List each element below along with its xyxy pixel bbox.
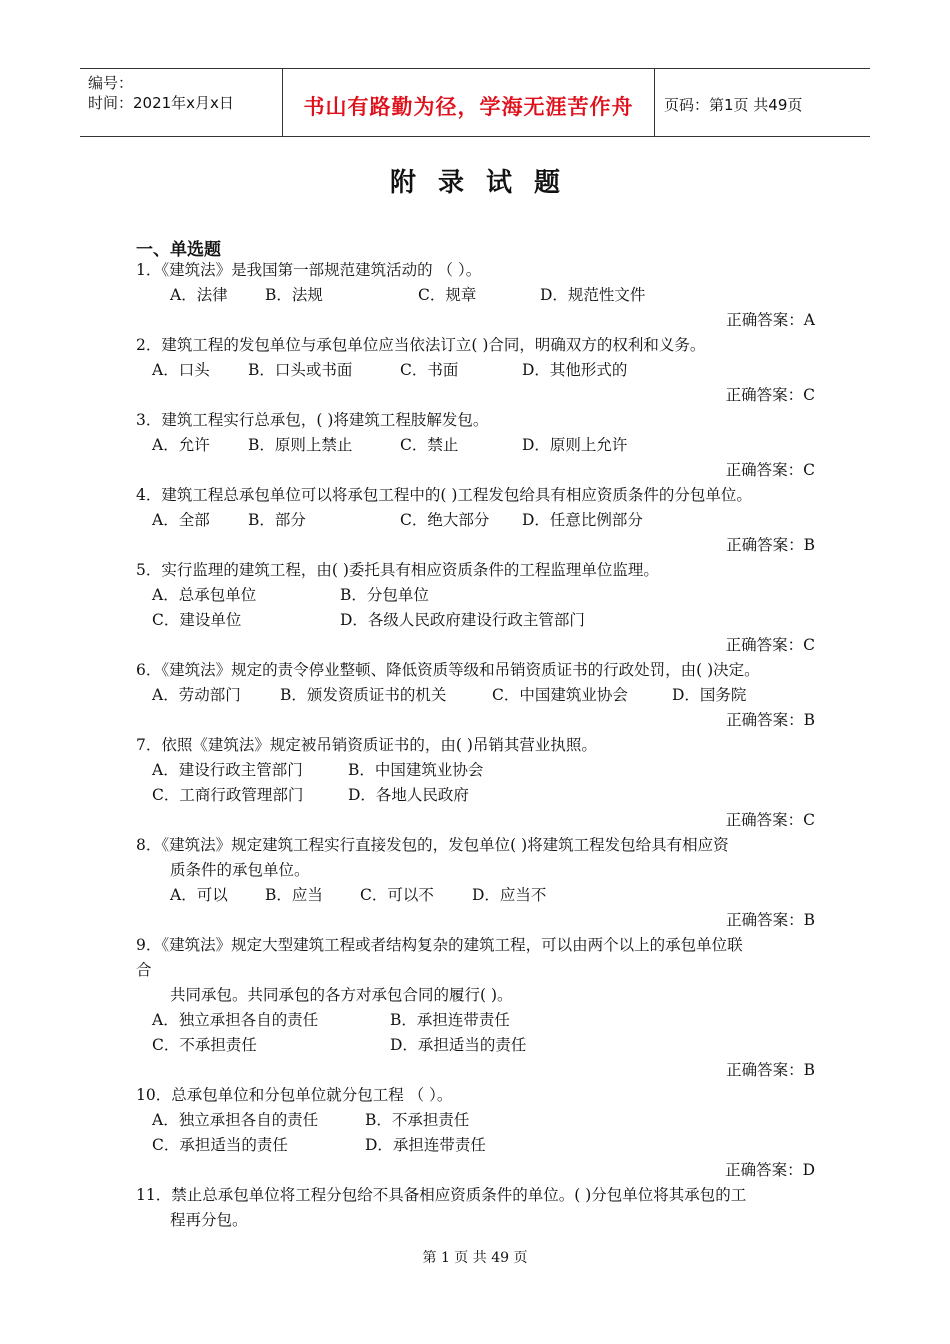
question-stem: 合 — [136, 961, 152, 979]
question-stem: 共同承包。共同承包的各方对承包合同的履行( )。 — [170, 986, 513, 1004]
answer-option: A．允许 — [152, 436, 210, 454]
question-stem: 9．《建筑法》规定大型建筑工程或者结构复杂的建筑工程，可以由两个以上的承包单位联 — [136, 936, 743, 954]
correct-answer: 正确答案：B — [726, 1061, 815, 1079]
header-divider — [654, 69, 655, 136]
answer-option: D．应当不 — [472, 886, 547, 904]
question-item — [0, 408, 950, 483]
answer-option: D．规范性文件 — [540, 286, 646, 304]
answer-option: C．可以不 — [360, 886, 434, 904]
answer-option: D．各级人民政府建设行政主管部门 — [340, 611, 585, 629]
answer-option: A．劳动部门 — [152, 686, 241, 704]
answer-option: A．建设行政主管部门 — [152, 761, 303, 779]
answer-option: A．法律 — [170, 286, 228, 304]
answer-option: C．中国建筑业协会 — [492, 686, 628, 704]
question-item — [0, 933, 950, 1083]
question-stem: 2．建筑工程的发包单位与承包单位应当依法订立( )合同，明确双方的权利和义务。 — [136, 336, 706, 354]
answer-option: C．建设单位 — [152, 611, 242, 629]
answer-option: D．国务院 — [672, 686, 747, 704]
question-item — [0, 333, 950, 408]
answer-option: C．书面 — [400, 361, 459, 379]
answer-option: D．各地人民政府 — [348, 786, 469, 804]
question-item — [0, 483, 950, 558]
question-item — [0, 658, 950, 733]
question-stem: 3．建筑工程实行总承包，( )将建筑工程肢解发包。 — [136, 411, 489, 429]
question-item — [0, 833, 950, 933]
question-item — [0, 1083, 950, 1183]
correct-answer: 正确答案：C — [725, 386, 815, 404]
question-stem: 4．建筑工程总承包单位可以将承包工程中的( )工程发包给具有相应资质条件的分包单位。 — [136, 486, 752, 504]
answer-option: A．全部 — [152, 511, 210, 529]
correct-answer: 正确答案：D — [725, 1161, 815, 1179]
correct-answer: 正确答案：A — [726, 311, 815, 329]
question-stem: 1．《建筑法》是我国第一部规范建筑活动的 （ ）。 — [136, 261, 482, 279]
answer-option: D．承担适当的责任 — [390, 1036, 527, 1054]
answer-option: C．承担适当的责任 — [152, 1136, 288, 1154]
answer-option: D．承担连带责任 — [365, 1136, 486, 1154]
header-motto: 书山有路勤为径，学海无涯苦作舟 — [303, 95, 634, 119]
question-item — [0, 733, 950, 833]
correct-answer: 正确答案：B — [726, 711, 815, 729]
answer-option: A．独立承担各自的责任 — [152, 1011, 319, 1029]
document-date: 时间：2021年x月x日 — [88, 94, 234, 112]
question-list — [0, 258, 950, 1233]
section-title: 一、单选题 — [136, 240, 221, 260]
answer-option: D．其他形式的 — [522, 361, 628, 379]
answer-option: B．分包单位 — [340, 586, 429, 604]
answer-option: B．口头或书面 — [248, 361, 353, 379]
answer-option: C．不承担责任 — [152, 1036, 257, 1054]
correct-answer: 正确答案：C — [725, 636, 815, 654]
header-page-info: 页码：第1页 共49页 — [664, 96, 803, 114]
question-stem: 5．实行监理的建筑工程，由( )委托具有相应资质条件的工程监理单位监理。 — [136, 561, 659, 579]
answer-option: B．颁发资质证书的机关 — [280, 686, 447, 704]
answer-option: B．不承担责任 — [365, 1111, 470, 1129]
page-footer: 第 1 页 共 49 页 — [422, 1250, 528, 1266]
question-item — [0, 558, 950, 658]
answer-option: A．可以 — [170, 886, 228, 904]
correct-answer: 正确答案：B — [726, 911, 815, 929]
answer-option: D．任意比例部分 — [522, 511, 643, 529]
question-stem: 10．总承包单位和分包单位就分包工程 （ ）。 — [136, 1086, 453, 1104]
question-stem: 8．《建筑法》规定建筑工程实行直接发包的，发包单位( )将建筑工程发包给具有相应资 — [136, 836, 729, 854]
answer-option: C．绝大部分 — [400, 511, 490, 529]
answer-option: C．规章 — [418, 286, 477, 304]
answer-option: A．独立承担各自的责任 — [152, 1111, 319, 1129]
answer-option: B．原则上禁止 — [248, 436, 353, 454]
document-title: 附录试题 — [389, 168, 582, 198]
answer-option: B．承担连带责任 — [390, 1011, 510, 1029]
question-stem: 质条件的承包单位。 — [170, 861, 310, 879]
question-stem: 11．禁止总承包单位将工程分包给不具备相应资质条件的单位。( )分包单位将其承包的工 — [136, 1186, 747, 1204]
answer-option: D．原则上允许 — [522, 436, 628, 454]
answer-option: B．中国建筑业协会 — [348, 761, 484, 779]
answer-option: B．法规 — [265, 286, 323, 304]
question-item — [0, 258, 950, 333]
answer-option: A．口头 — [152, 361, 210, 379]
correct-answer: 正确答案：B — [726, 536, 815, 554]
page-header — [80, 68, 870, 137]
header-meta — [88, 73, 234, 113]
answer-option: C．禁止 — [400, 436, 459, 454]
document-number-label: 编号： — [88, 74, 134, 92]
correct-answer: 正确答案：C — [725, 461, 815, 479]
question-stem: 程再分包。 — [170, 1211, 248, 1229]
correct-answer: 正确答案：C — [725, 811, 815, 829]
question-stem: 6．《建筑法》规定的责令停业整顿、降低资质等级和吊销资质证书的行政处罚，由( )决定。 — [136, 661, 760, 679]
answer-option: B．部分 — [248, 511, 306, 529]
answer-option: C．工商行政管理部门 — [152, 786, 304, 804]
answer-option: A．总承包单位 — [152, 586, 257, 604]
question-item — [0, 1183, 950, 1233]
question-stem: 7．依照《建筑法》规定被吊销资质证书的，由( )吊销其营业执照。 — [136, 736, 597, 754]
answer-option: B．应当 — [265, 886, 323, 904]
